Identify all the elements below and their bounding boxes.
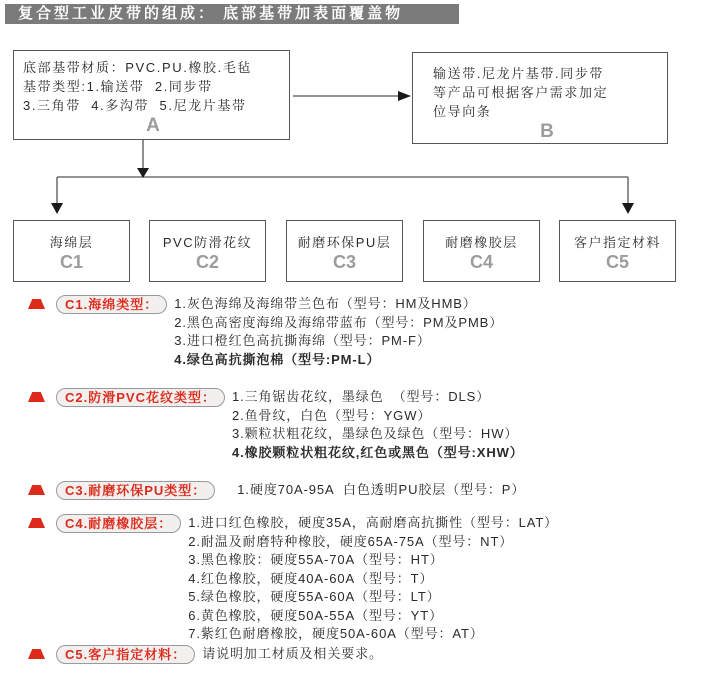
box-a-lines xyxy=(23,58,283,115)
box-text-line: 位导向条 xyxy=(433,104,492,119)
layer-code: C5 xyxy=(605,252,629,272)
section-items xyxy=(237,481,525,500)
section-item: 6.黄色橡胶，硬度50A-55A（型号：YT） xyxy=(188,607,443,623)
layer-label: 海绵层 xyxy=(49,235,94,250)
layer-label: 耐磨环保PU层 xyxy=(297,235,392,250)
red-triangle-icon xyxy=(28,649,45,659)
section-item: 3.黑色橡胶：硬度55A-70A（型号：HT） xyxy=(188,552,444,567)
box-text-line: 底部基带材质：PVC.PU.橡胶.毛毡 xyxy=(23,60,253,75)
section-c5 xyxy=(28,645,383,664)
box-base-belt xyxy=(13,50,290,140)
section-label-c4: C4.耐磨橡胶层： xyxy=(56,514,181,533)
section-item: 3.颗粒状粗花纹，墨绿色及绿色（型号：HW） xyxy=(231,426,519,441)
layer-box-c5 xyxy=(559,220,676,282)
box-b-lines xyxy=(433,64,661,121)
layer-code: C3 xyxy=(332,252,356,272)
section-label-c1: C1.海绵类型： xyxy=(56,295,167,314)
section-label-c2: C2.防滑PVC花纹类型： xyxy=(56,388,225,407)
layer-code: C4 xyxy=(469,252,493,272)
section-item: 1.硬度70A-95A 白色透明PU胶层（型号：P） xyxy=(237,482,526,497)
box-text-line: 基带类型:1.输送带 2.同步带 xyxy=(23,79,213,94)
page-title: 复合型工业皮带的组成： 底部基带加表面覆盖物 xyxy=(5,4,459,24)
red-triangle-icon xyxy=(28,485,45,495)
section-item: 2.黑色高密度海绵及海绵带蓝布（型号：PM及PMB） xyxy=(174,314,504,330)
section-item: 1.三角锯齿花纹，墨绿色 （型号：DLS） xyxy=(231,389,491,404)
section-items xyxy=(202,645,383,664)
section-items xyxy=(232,388,524,462)
layer-label: 耐磨橡胶层 xyxy=(445,235,518,250)
box-text-line: 输送带.尼龙片基带.同步带 xyxy=(433,66,605,81)
layer-label: PVC防滑花纹 xyxy=(162,235,253,250)
box-b-code: B xyxy=(540,121,554,142)
section-item: 3.进口橙红色高抗撕海绵（型号：PM-F） xyxy=(174,333,431,348)
arrowhead-down-icon xyxy=(622,203,634,214)
section-item: 7.紫红色耐磨橡胶，硬度50A-60A（型号：AT） xyxy=(188,626,484,641)
section-c2 xyxy=(28,388,524,462)
red-triangle-icon xyxy=(28,392,45,402)
section-item: 请说明加工材质及相关要求。 xyxy=(202,646,383,661)
layer-code: C2 xyxy=(195,252,219,272)
section-c1 xyxy=(28,295,503,369)
section-item: 2.鱼骨纹，白色（型号：YGW） xyxy=(231,407,432,423)
layer-code: C1 xyxy=(59,252,83,272)
red-triangle-icon xyxy=(28,299,45,309)
layer-label: 客户指定材料 xyxy=(573,235,661,250)
layer-box-c2 xyxy=(149,220,266,282)
box-guide-strip xyxy=(412,52,668,144)
arrowhead-down-icon xyxy=(137,168,149,178)
section-item: 5.绿色橡胶，硬度55A-60A（型号：LT） xyxy=(188,589,441,604)
layer-box-c1 xyxy=(13,220,130,282)
section-item: 4.橡胶颗粒状粗花纹,红色或黑色（型号:XHW） xyxy=(231,444,524,460)
section-items xyxy=(188,514,558,644)
section-label-c5: C5.客户指定材料： xyxy=(56,645,195,664)
section-c3 xyxy=(28,481,525,500)
box-text-line: 等产品可根据客户需求加定 xyxy=(433,85,609,100)
box-text-line: 3.三角带 4.多沟带 5.尼龙片基带 xyxy=(23,98,247,113)
section-label-c3: C3.耐磨环保PU类型： xyxy=(56,481,215,500)
section-item: 4.绿色高抗撕泡棉（型号:PM-L） xyxy=(174,351,381,367)
section-item: 2.耐温及耐磨特种橡胶，硬度65A-75A（型号：NT） xyxy=(188,533,514,549)
section-items xyxy=(174,295,503,369)
layer-box-c4 xyxy=(423,220,540,282)
section-c4 xyxy=(28,514,558,644)
section-item: 4.红色橡胶，硬度40A-60A（型号：T） xyxy=(188,570,434,586)
arrowhead-down-icon xyxy=(51,203,63,214)
arrowhead-right-icon xyxy=(398,91,411,101)
section-item: 1.灰色海绵及海绵带兰色布（型号：HM及HMB） xyxy=(174,296,477,311)
section-item: 1.进口红色橡胶，硬度35A，高耐磨高抗撕性（型号：LAT） xyxy=(188,515,559,530)
layer-box-c3 xyxy=(286,220,403,282)
red-triangle-icon xyxy=(28,518,45,528)
box-a-code: A xyxy=(146,115,160,136)
